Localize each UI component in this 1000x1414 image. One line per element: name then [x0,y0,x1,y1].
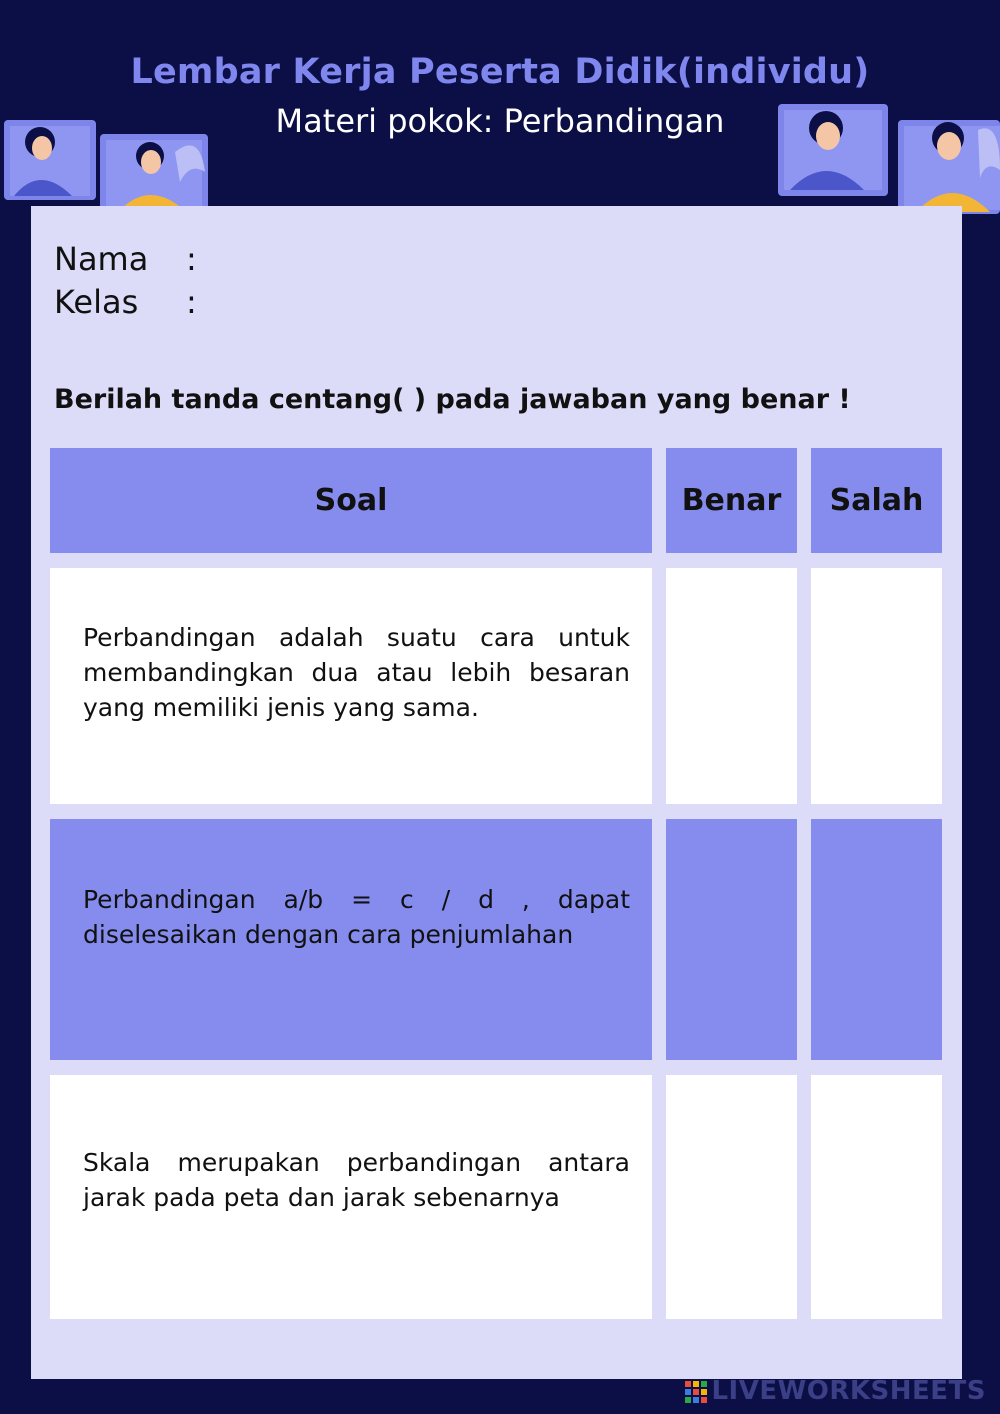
name-field[interactable] [54,240,197,278]
row-2-salah-checkbox[interactable] [811,819,942,1060]
row-2-benar-checkbox[interactable] [666,819,797,1060]
video-call-illustration-right [772,100,1000,218]
class-label: Kelas [54,283,139,321]
table-row-1-question [50,568,652,804]
row-3-salah-checkbox[interactable] [811,1075,942,1319]
row-1-benar-checkbox[interactable] [666,568,797,804]
table-row-2-question [50,819,652,1060]
name-colon: : [186,240,197,278]
worksheet-subtitle: Materi pokok: Perbandingan [275,102,725,140]
name-label: Nama [54,240,149,278]
header-benar-label: Benar [681,483,782,518]
header-salah [811,448,942,553]
watermark-text: LIVEWORKSHEETS [711,1376,986,1406]
header-salah-label: Salah [829,483,924,518]
liveworksheets-watermark [685,1376,986,1406]
row-1-salah-checkbox[interactable] [811,568,942,804]
table-row-3-question [50,1075,652,1319]
question-1-text: Perbandingan adalah suatu cara untuk membandingkan dua atau lebih besaran yang memiliki jenis yang sama. [83,623,630,722]
header-benar [666,448,797,553]
instruction-text: Berilah tanda centang( ) pada jawaban yang benar ! [54,384,851,415]
class-field[interactable] [54,283,197,321]
question-2-text: Perbandingan a/b = c / d , dapat diselesaikan dengan cara penjumlahan [83,885,630,949]
video-call-illustration-left [0,112,215,216]
worksheet-title: Lembar Kerja Peserta Didik(individu) [130,52,870,92]
question-3-text: Skala merupakan perbandingan antara jarak pada peta dan jarak sebenarnya [83,1148,630,1212]
class-colon: : [186,283,197,321]
row-3-benar-checkbox[interactable] [666,1075,797,1319]
header-soal [50,448,652,553]
header-soal-label: Soal [314,483,388,518]
liveworksheets-logo-icon [685,1381,707,1403]
